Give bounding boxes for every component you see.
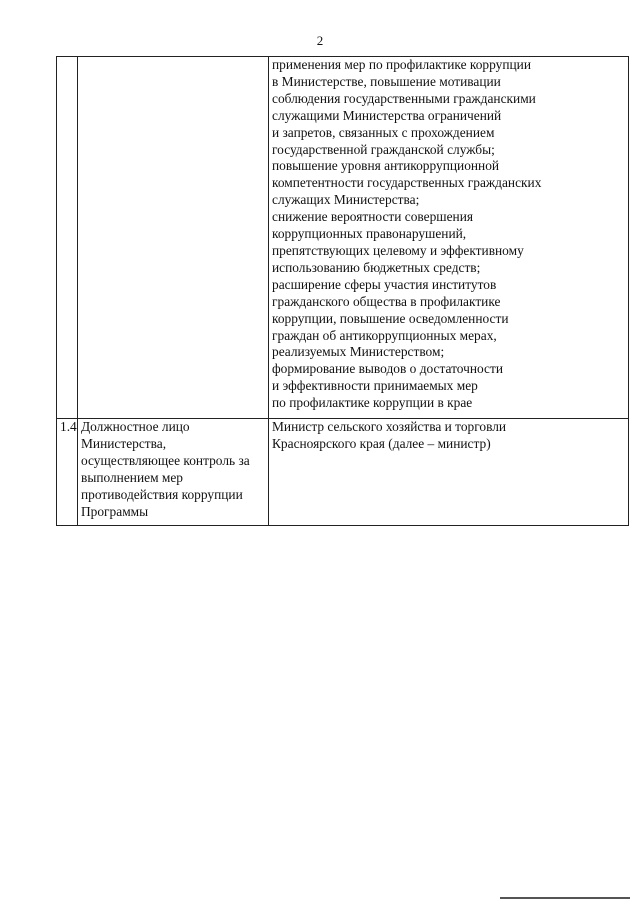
value-line: по профилактике коррупции в крае [272,395,473,411]
name-line: Министерства, [81,435,167,451]
scan-edge-mark [500,897,630,899]
value-line: расширение сферы участия институтов [272,276,497,292]
row-value-cell [269,57,629,419]
value-line: государственной гражданской службы; [272,141,495,157]
value-line: служащих Министерства; [272,192,420,208]
name-line: противодействия коррупции [81,486,243,502]
row-value-cell [269,419,629,526]
value-line: и запретов, связанных с прохождением [272,124,495,140]
value-line: в Министерстве, повышение мотивации [272,73,501,89]
value-line: препятствующих целевому и эффективному [272,242,524,258]
table-row-continuation [57,57,629,419]
value-line: компетентности государственных гражданских [272,175,542,191]
value-line: служащими Министерства ограничений [272,107,502,123]
name-line: Программы [81,503,149,519]
value-line: коррупции, повышение осведомленности [272,310,509,326]
table-row-1-4 [57,419,629,526]
row-number-cell: 1.4 [57,419,78,526]
value-line: гражданского общества в профилактике [272,293,501,309]
row-name-cell [78,57,269,419]
name-line: Должностное лицо [81,419,190,434]
value-line: граждан об антикоррупционных мерах, [272,327,497,343]
page-number: 2 [316,33,324,48]
value-line: использованию бюджетных средств; [272,259,481,275]
name-line: выполнением мер [81,469,184,485]
value-line: формирование выводов о достаточности [272,361,504,377]
program-passport-table [56,56,629,526]
value-line: соблюдения государственными гражданскими [272,90,536,106]
value-line: Красноярского края (далее – министр) [272,435,491,451]
value-line: повышение уровня антикоррупционной [272,158,500,174]
value-line: реализуемых Министерством; [272,344,445,360]
value-line: и эффективности принимаемых мер [272,378,478,394]
name-line: осуществляющее контроль за [81,452,250,468]
row-number-cell [57,57,78,419]
value-line: снижение вероятности совершения [272,209,474,225]
value-line: Министр сельского хозяйства и торговли [272,419,507,434]
value-line: коррупционных правонарушений, [272,226,467,242]
value-line: применения мер по профилактике коррупции [272,57,531,72]
row-name-cell [78,419,269,526]
